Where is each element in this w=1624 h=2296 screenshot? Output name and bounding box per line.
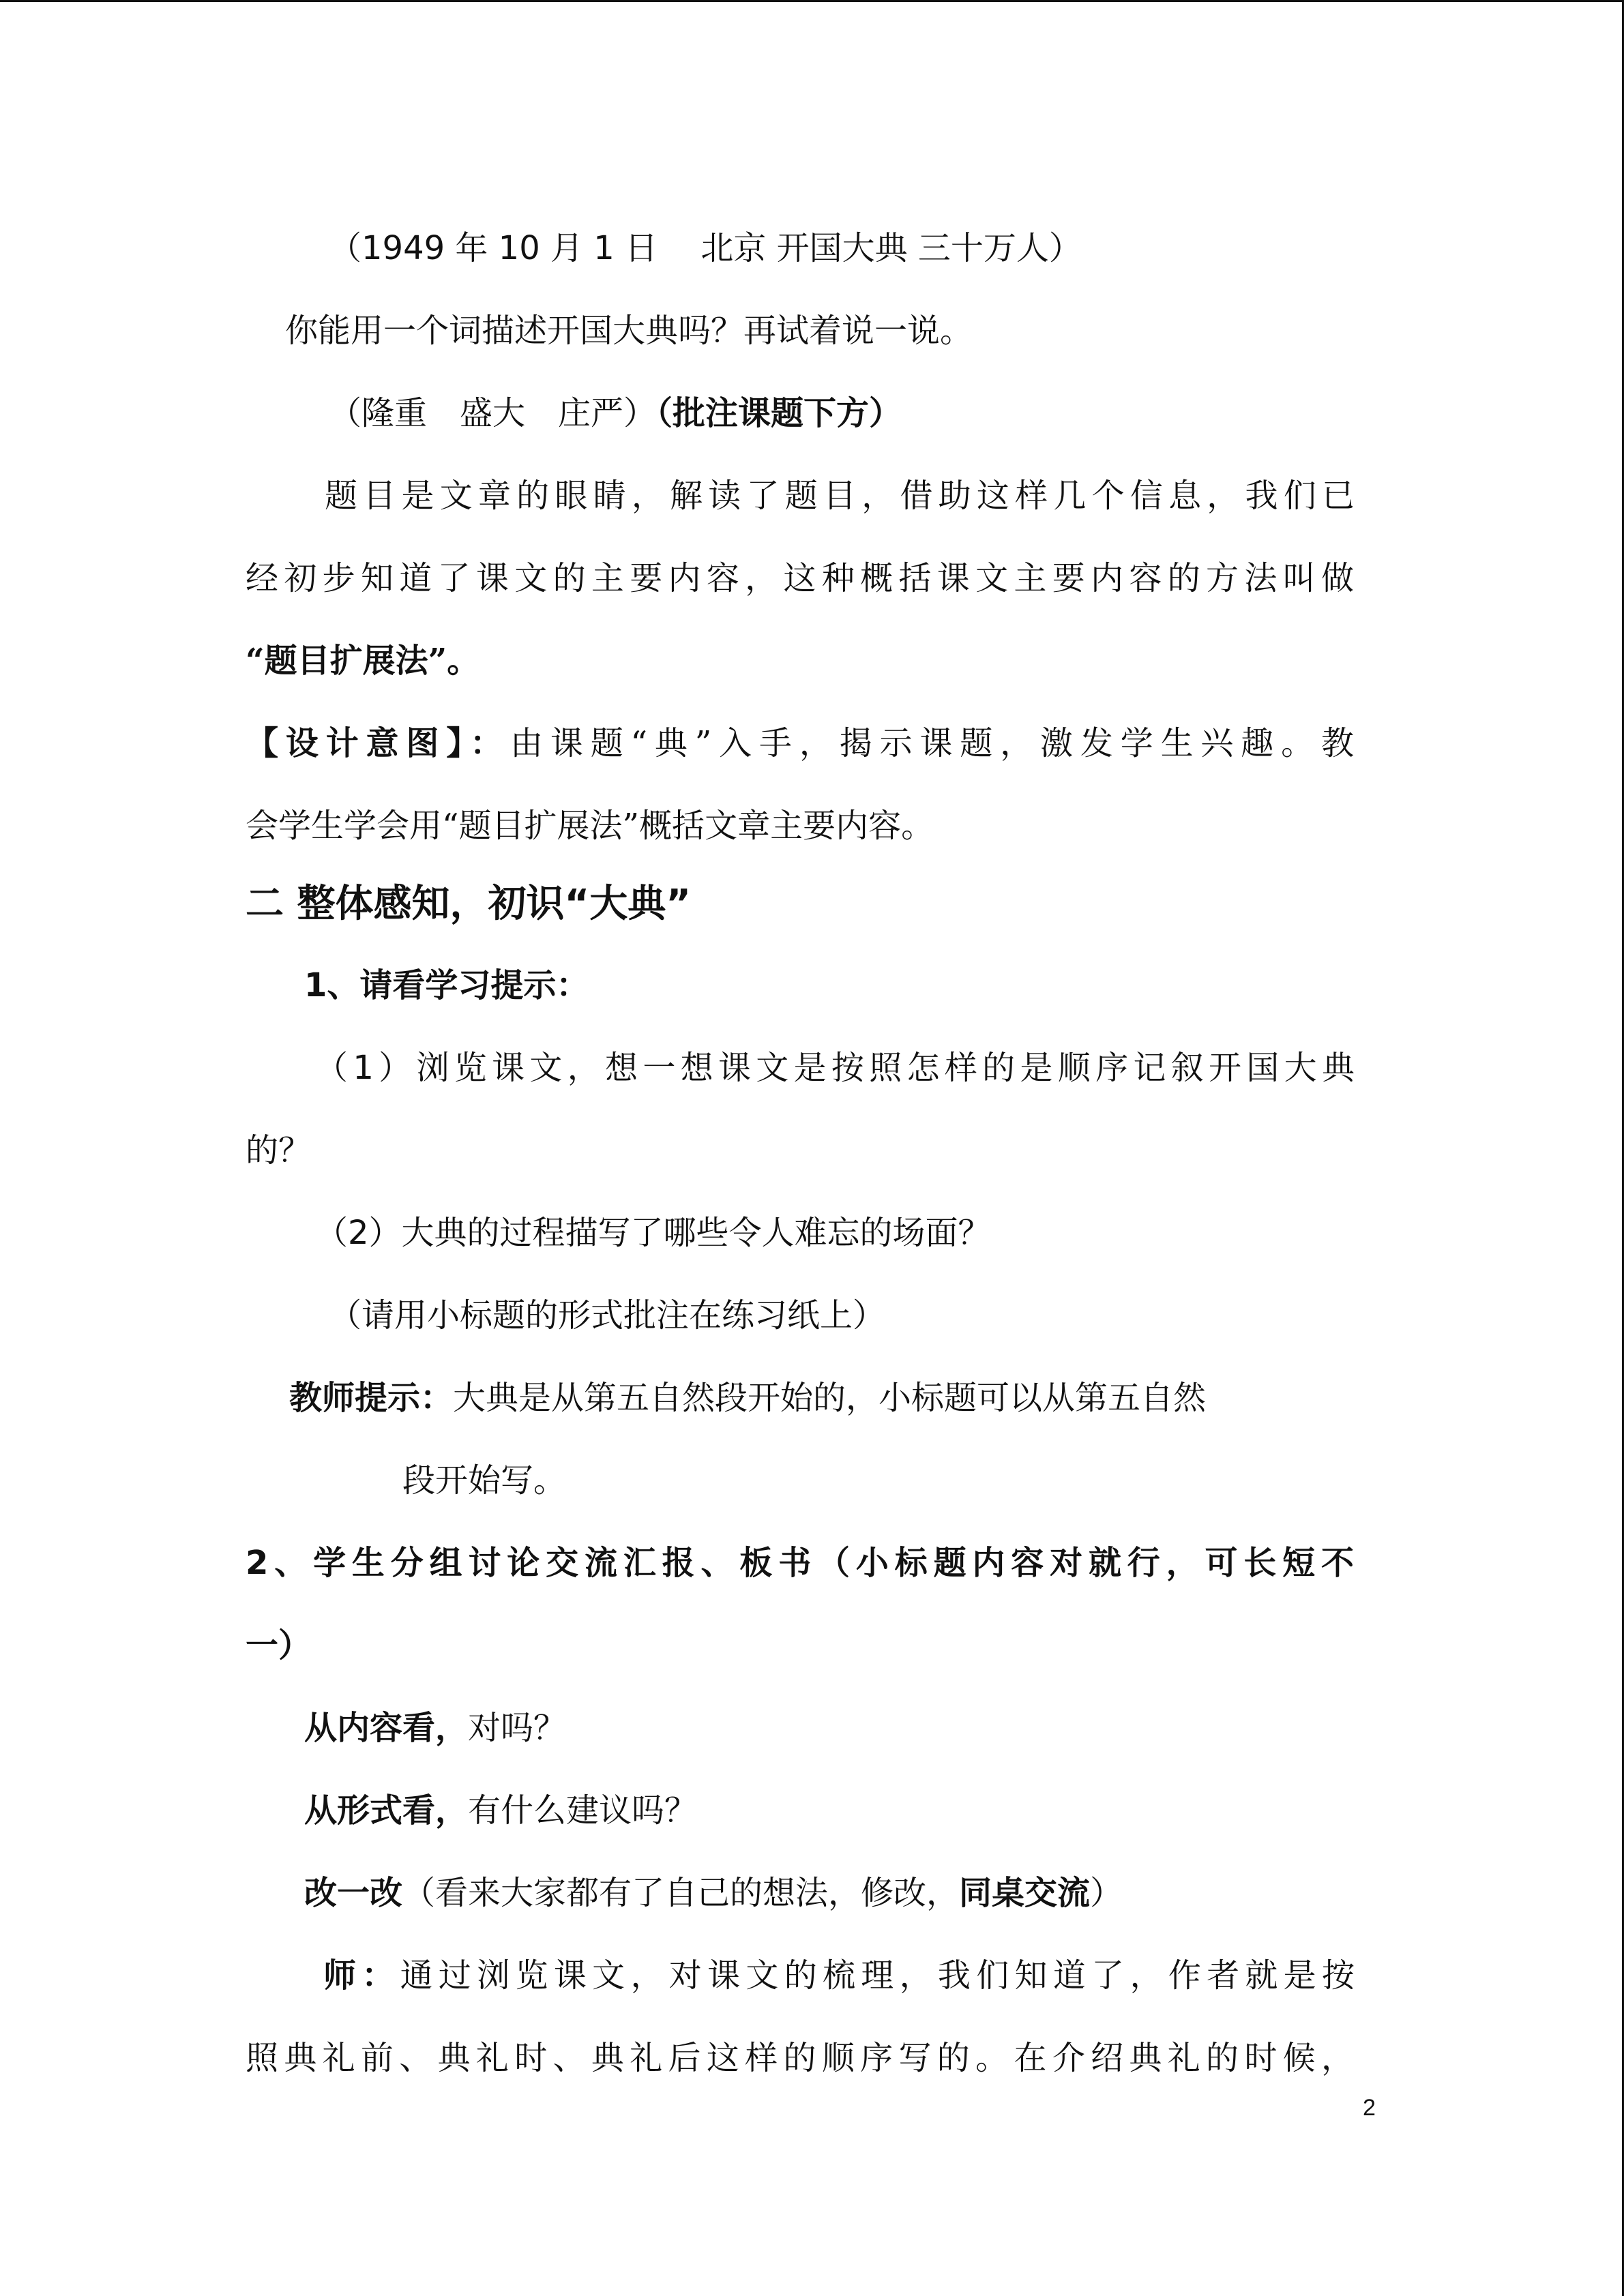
content-label: 从内容看，: [304, 1709, 469, 1747]
revise-label: 改一改: [304, 1874, 403, 1912]
text-line-2: 你能用一个词描述开国大典吗？再试着说一说。: [285, 312, 973, 350]
text-line-18: [304, 1708, 566, 1748]
text-line-20: [304, 1873, 1123, 1913]
text-line-22: 照典礼前、典礼时、典礼后这样的顺序写的。在介绍典礼的时候，: [246, 2039, 1354, 2077]
peer-exchange: 同桌交流: [959, 1874, 1091, 1912]
term-title-expansion: “题目扩展法”。: [246, 642, 480, 680]
text-line-8: 会学生学会用“题目扩展法”概括文章主要内容。: [246, 807, 934, 845]
text-line-11: 的？: [246, 1131, 312, 1169]
teacher-label: 师：: [323, 1956, 400, 1995]
design-intent-text: 由课题“典”入手，揭示课题，激发学生兴趣。教: [510, 724, 1354, 762]
text-line-17: 一）: [246, 1626, 312, 1665]
text-line-4: 题目是文章的眼睛，解读了题目，借助这样几个信息，我们已: [325, 477, 1355, 515]
text-line-7: [246, 723, 1354, 764]
page-number: 2: [1363, 2095, 1376, 2121]
revise-close: ）: [1090, 1874, 1123, 1912]
page-border-top: [0, 0, 1624, 2]
teacher-hint-label: 教师提示：: [289, 1379, 454, 1417]
content-question: 对吗？: [468, 1709, 567, 1747]
text-line-1: （1949 年 10 月 1 日 北京 开国大典 三十万人）: [329, 229, 1082, 267]
text-line-15: 段开始写。: [402, 1461, 567, 1500]
adjectives-text: （隆重 盛大 庄严）: [329, 394, 657, 432]
text-line-14: [289, 1377, 1206, 1418]
text-line-9: 1、请看学习提示：: [304, 966, 589, 1004]
form-label: 从形式看，: [304, 1791, 469, 1830]
text-line-21: [323, 1955, 1355, 1996]
teacher-hint-text: 大典是从第五自然段开始的，小标题可以从第五自然: [453, 1379, 1207, 1417]
text-line-16: 2、学生分组讨论交流汇报、板书（小标题内容对就行，可长短不: [246, 1544, 1354, 1582]
design-intent-label: 【设计意图】：: [246, 724, 510, 762]
text-line-3: [329, 393, 902, 434]
text-line-12: （2）大典的过程描写了哪些令人难忘的场面？: [315, 1214, 991, 1252]
section-heading-2: 二 整体感知，初识“大典”: [246, 882, 692, 926]
teacher-text: 通过浏览课文，对课文的梳理，我们知道了，作者就是按: [400, 1956, 1355, 1995]
text-line-13: （请用小标题的形式批注在练习纸上）: [329, 1296, 886, 1335]
text-line-5: 经初步知道了课文的主要内容，这种概括课文主要内容的方法叫做: [246, 559, 1354, 597]
form-question: 有什么建议吗？: [468, 1791, 698, 1830]
text-line-19: [304, 1790, 697, 1831]
revise-text: （看来大家都有了自己的想法，修改，: [402, 1874, 960, 1912]
annotation-note: （批注课题下方）: [656, 394, 902, 432]
text-line-10: （1）浏览课文，想一想课文是按照怎样的是顺序记叙开国大典: [315, 1049, 1355, 1087]
